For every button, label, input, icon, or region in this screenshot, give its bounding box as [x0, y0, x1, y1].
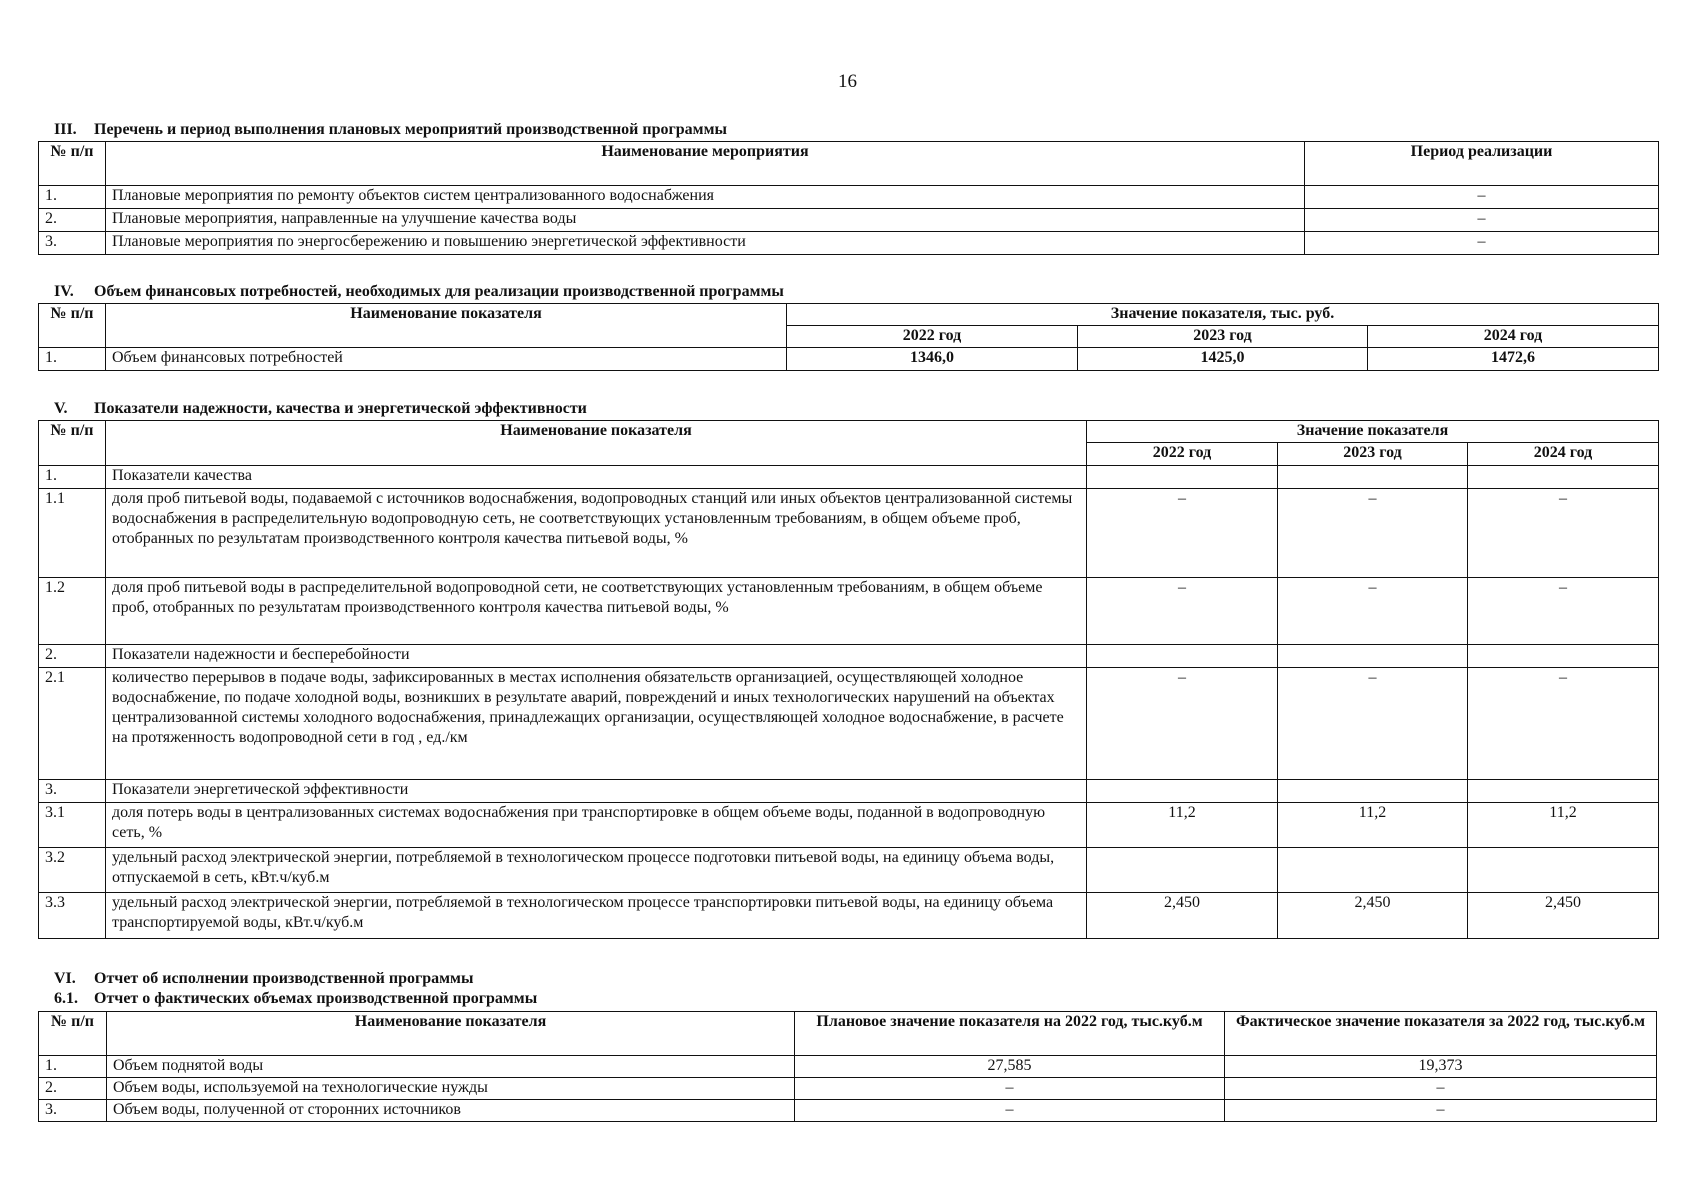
col-header-name: Наименование показателя [107, 1012, 795, 1056]
row-name: Объем воды, используемой на технологические нужды [107, 1078, 795, 1100]
row-value-2022: 1346,0 [787, 348, 1078, 371]
row-no: 2. [39, 1078, 107, 1100]
row-value-2023: – [1278, 578, 1468, 645]
section-3-heading: Перечень и период выполнения плановых мероприятий производственной программы [94, 121, 727, 138]
row-value-2022 [1087, 645, 1278, 668]
row-value-2023 [1278, 466, 1468, 489]
row-name: Объем финансовых потребностей [106, 348, 787, 371]
row-name: Показатели качества [106, 466, 1087, 489]
table-row [39, 1056, 1657, 1078]
table-actual-volumes [38, 1011, 1657, 1122]
section-6-1-number: 6.1. [54, 990, 78, 1007]
section-6-1-title [38, 990, 537, 1008]
row-value-2022: – [1087, 578, 1278, 645]
col-header-fact: Фактическое значение показателя за 2022 год, тыс.куб.м [1225, 1012, 1657, 1056]
row-value-2023: 11,2 [1278, 803, 1468, 848]
row-name: удельный расход электрической энергии, потребляемой в технологическом процессе транспортировки питьевой воды, на единицу объема транспортируемой воды, кВт.ч/куб.м [106, 893, 1087, 939]
row-value-2023: 2,450 [1278, 893, 1468, 939]
row-value-2022 [1087, 466, 1278, 489]
col-header-2024: 2024 год [1368, 326, 1659, 348]
col-header-2022: 2022 год [1087, 443, 1278, 466]
row-name: Плановые мероприятия по энергосбережению и повышению энергетической эффективности [106, 232, 1305, 255]
section-3-title [38, 121, 727, 139]
row-value-2023: – [1278, 489, 1468, 578]
section-6-heading: Отчет об исполнении производственной программы [94, 970, 474, 987]
col-header-2022: 2022 год [787, 326, 1078, 348]
row-no: 1. [39, 466, 106, 489]
col-header-name: Наименование показателя [106, 421, 1087, 466]
table-row [39, 1100, 1657, 1122]
col-header-no: № п/п [39, 304, 106, 348]
row-no: 1.1 [39, 489, 106, 578]
row-value-2024: – [1468, 668, 1659, 780]
row-value-2022: – [1087, 668, 1278, 780]
row-name: количество перерывов в подаче воды, зафиксированных в местах исполнения обязательств организацией, осуществляющей холодное водоснабжение, по подаче холодной воды, возникших в результате аварий, повреждений и иных технологических нарушений на объектах централизованной системы холодного водоснабжения, принадлежащих организации, осуществляющей холодное водоснабжение, в расчете на протяженность водопроводной сети в год , ед./км [106, 668, 1087, 780]
section-3-number: III. [54, 121, 77, 138]
row-value-2023: 1425,0 [1078, 348, 1368, 371]
row-value-2024 [1468, 466, 1659, 489]
table-row [39, 578, 1659, 645]
row-value-2024 [1468, 780, 1659, 803]
row-name: Показатели энергетической эффективности [106, 780, 1087, 803]
row-value-2024: – [1468, 489, 1659, 578]
row-period: – [1305, 209, 1659, 232]
table-row [39, 780, 1659, 803]
row-no: 1. [39, 186, 106, 209]
table-row [39, 893, 1659, 939]
row-no: 3.1 [39, 803, 106, 848]
section-4-title [38, 283, 784, 301]
section-6-1-heading: Отчет о фактических объемах производственной программы [94, 990, 538, 1007]
col-header-period: Период реализации [1305, 142, 1659, 186]
col-header-2024: 2024 год [1468, 443, 1659, 466]
col-header-value: Значение показателя [1087, 421, 1659, 443]
row-no: 3.3 [39, 893, 106, 939]
row-value-2024 [1468, 645, 1659, 668]
row-no: 3. [39, 232, 106, 255]
row-value-2022 [1087, 780, 1278, 803]
row-name: Показатели надежности и бесперебойности [106, 645, 1087, 668]
row-no: 3.2 [39, 848, 106, 893]
table-planned-measures [38, 141, 1659, 255]
table-row [39, 232, 1659, 255]
col-header-2023: 2023 год [1078, 326, 1368, 348]
col-header-2023: 2023 год [1278, 443, 1468, 466]
row-period: – [1305, 186, 1659, 209]
row-value-2023 [1278, 780, 1468, 803]
row-no: 1.2 [39, 578, 106, 645]
row-plan: 27,585 [795, 1056, 1225, 1078]
row-name: доля проб питьевой воды в распределительной водопроводной сети, не соответствующих установленным требованиям, в общем объеме проб, отобранных по результатам производственного контроля качества питьевой воды, % [106, 578, 1087, 645]
row-fact: – [1225, 1100, 1657, 1122]
col-header-no: № п/п [39, 1012, 107, 1056]
section-4-heading: Объем финансовых потребностей, необходимых для реализации производственной программы [94, 283, 784, 300]
row-value-2022: 11,2 [1087, 803, 1278, 848]
row-no: 1. [39, 348, 106, 371]
table-row [39, 348, 1659, 371]
row-value-2022: 2,450 [1087, 893, 1278, 939]
page-number: 16 [838, 71, 857, 92]
row-value-2022: – [1087, 489, 1278, 578]
section-6-number: VI. [54, 970, 76, 987]
table-row [39, 848, 1659, 893]
table-reliability-indicators [38, 420, 1659, 939]
row-name: Объем поднятой воды [107, 1056, 795, 1078]
table-row [39, 668, 1659, 780]
table-row [39, 489, 1659, 578]
row-no: 1. [39, 1056, 107, 1078]
row-no: 3. [39, 1100, 107, 1122]
row-no: 3. [39, 780, 106, 803]
row-name: Плановые мероприятия, направленные на улучшение качества воды [106, 209, 1305, 232]
table-row [39, 209, 1659, 232]
row-value-2024: 2,450 [1468, 893, 1659, 939]
col-header-name: Наименование показателя [106, 304, 787, 348]
row-name: доля потерь воды в централизованных системах водоснабжения при транспортировке в общем объеме воды, поданной в водопроводную сеть, % [106, 803, 1087, 848]
row-no: 2. [39, 645, 106, 668]
row-value-2023 [1278, 848, 1468, 893]
section-5-number: V. [54, 400, 68, 417]
row-no: 2. [39, 209, 106, 232]
col-header-no: № п/п [39, 142, 106, 186]
row-fact: – [1225, 1078, 1657, 1100]
section-6-title [38, 970, 473, 988]
row-plan: – [795, 1078, 1225, 1100]
row-value-2024: – [1468, 578, 1659, 645]
section-5-title [38, 400, 587, 418]
table-row [39, 645, 1659, 668]
section-4-number: IV. [54, 283, 74, 300]
row-name: Объем воды, полученной от сторонних источников [107, 1100, 795, 1122]
table-financial-needs [38, 303, 1659, 371]
row-no: 2.1 [39, 668, 106, 780]
table-row [39, 466, 1659, 489]
row-value-2024: 11,2 [1468, 803, 1659, 848]
table-row [39, 186, 1659, 209]
row-value-2024: 1472,6 [1368, 348, 1659, 371]
col-header-name: Наименование мероприятия [106, 142, 1305, 186]
table-row [39, 803, 1659, 848]
col-header-no: № п/п [39, 421, 106, 466]
row-name: доля проб питьевой воды, подаваемой с источников водоснабжения, водопроводных станций или иных объектов централизованной системы водоснабжения в распределительную водопроводную сеть, не соответствующих установленным требованиям, в общем объеме проб, отобранных по результатам производственного контроля качества питьевой воды, % [106, 489, 1087, 578]
row-name: Плановые мероприятия по ремонту объектов систем централизованного водоснабжения [106, 186, 1305, 209]
section-5-heading: Показатели надежности, качества и энергетической эффективности [94, 400, 587, 417]
table-row [39, 1078, 1657, 1100]
row-value-2024 [1468, 848, 1659, 893]
row-name: удельный расход электрической энергии, потребляемой в технологическом процессе подготовки питьевой воды, на единицу объема воды, отпускаемой в сеть, кВт.ч/куб.м [106, 848, 1087, 893]
row-value-2023: – [1278, 668, 1468, 780]
row-fact: 19,373 [1225, 1056, 1657, 1078]
row-plan: – [795, 1100, 1225, 1122]
row-period: – [1305, 232, 1659, 255]
col-header-value: Значение показателя, тыс. руб. [787, 304, 1659, 326]
row-value-2023 [1278, 645, 1468, 668]
col-header-plan: Плановое значение показателя на 2022 год, тыс.куб.м [795, 1012, 1225, 1056]
row-value-2022 [1087, 848, 1278, 893]
